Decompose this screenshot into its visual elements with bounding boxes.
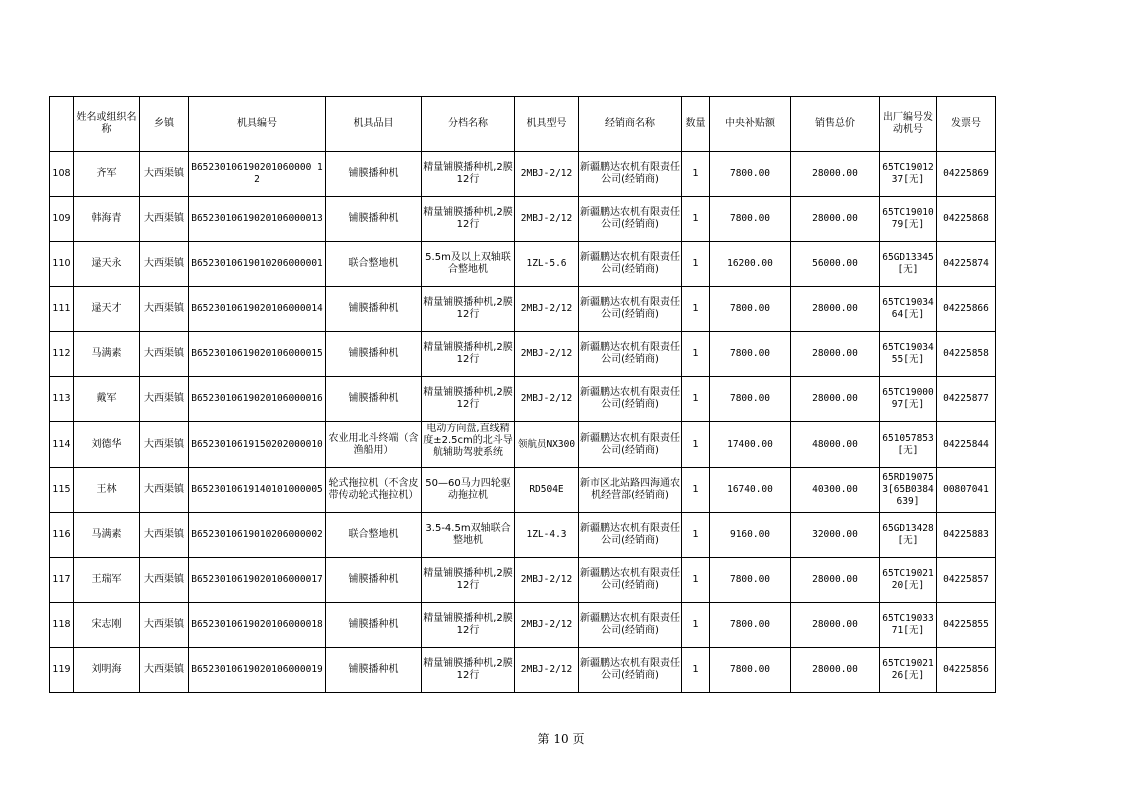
- cell-dealer: 新疆鹏达农机有限责任公司(经销商): [579, 287, 682, 332]
- cell-serial-number: 65GD13428[无]: [880, 513, 937, 558]
- cell-owner-name: 王瑞军: [74, 558, 140, 603]
- cell-category: 铺膜播种机: [326, 152, 422, 197]
- cell-row-index: 108: [50, 152, 74, 197]
- cell-category: 轮式拖拉机（不含皮带传动轮式拖拉机）: [326, 468, 422, 513]
- cell-category: 铺膜播种机: [326, 558, 422, 603]
- cell-quantity: 1: [682, 377, 710, 422]
- cell-total-price: 28000.00: [791, 603, 880, 648]
- header-machine-id: 机具编号: [189, 97, 326, 152]
- table-row: [50, 558, 996, 603]
- cell-quantity: 1: [682, 513, 710, 558]
- cell-quantity: 1: [682, 422, 710, 468]
- cell-class-name: 精量铺膜播种机,2膜12行: [422, 332, 515, 377]
- cell-invoice-number: 04225868: [937, 197, 996, 242]
- cell-quantity: 1: [682, 242, 710, 287]
- cell-subsidy-amount: 7800.00: [710, 197, 791, 242]
- cell-township: 大西渠镇: [140, 287, 189, 332]
- cell-total-price: 28000.00: [791, 558, 880, 603]
- cell-category: 铺膜播种机: [326, 332, 422, 377]
- cell-total-price: 28000.00: [791, 377, 880, 422]
- cell-quantity: 1: [682, 648, 710, 693]
- cell-dealer: 新疆鹏达农机有限责任公司(经销商): [579, 197, 682, 242]
- cell-township: 大西渠镇: [140, 377, 189, 422]
- cell-category: 铺膜播种机: [326, 603, 422, 648]
- cell-owner-name: 马满素: [74, 332, 140, 377]
- cell-quantity: 1: [682, 558, 710, 603]
- cell-township: 大西渠镇: [140, 468, 189, 513]
- cell-quantity: 1: [682, 603, 710, 648]
- table-body: [50, 152, 996, 693]
- header-total-price: 销售总价: [791, 97, 880, 152]
- table-row: [50, 648, 996, 693]
- cell-row-index: 111: [50, 287, 74, 332]
- table-row: [50, 377, 996, 422]
- cell-class-name: 精量铺膜播种机,2膜12行: [422, 152, 515, 197]
- table-row: [50, 332, 996, 377]
- header-invoice: 发票号: [937, 97, 996, 152]
- cell-invoice-number: 04225855: [937, 603, 996, 648]
- cell-invoice-number: 04225857: [937, 558, 996, 603]
- cell-dealer: 新疆鹏达农机有限责任公司(经销商): [579, 558, 682, 603]
- cell-owner-name: 齐军: [74, 152, 140, 197]
- cell-owner-name: 宋志刚: [74, 603, 140, 648]
- cell-township: 大西渠镇: [140, 603, 189, 648]
- cell-row-index: 112: [50, 332, 74, 377]
- cell-serial-number: 65TC1901237[无]: [880, 152, 937, 197]
- cell-model: 1ZL-5.6: [515, 242, 579, 287]
- cell-invoice-number: 04225866: [937, 287, 996, 332]
- cell-dealer: 新市区北站路四海通农机经营部(经销商): [579, 468, 682, 513]
- cell-category: 联合整地机: [326, 513, 422, 558]
- cell-total-price: 28000.00: [791, 648, 880, 693]
- cell-model: 2MBJ-2/12: [515, 152, 579, 197]
- cell-invoice-number: 00807041: [937, 468, 996, 513]
- cell-machine-id: B6523010619010206000001: [189, 242, 326, 287]
- table-row: [50, 603, 996, 648]
- cell-owner-name: 马满素: [74, 513, 140, 558]
- cell-dealer: 新疆鹏达农机有限责任公司(经销商): [579, 513, 682, 558]
- cell-quantity: 1: [682, 287, 710, 332]
- cell-township: 大西渠镇: [140, 648, 189, 693]
- table-row: [50, 513, 996, 558]
- cell-row-index: 110: [50, 242, 74, 287]
- cell-row-index: 113: [50, 377, 74, 422]
- cell-row-index: 109: [50, 197, 74, 242]
- cell-class-name: 精量铺膜播种机,2膜12行: [422, 603, 515, 648]
- cell-machine-id: B6523010619140101000005: [189, 468, 326, 513]
- header-category: 机具品目: [326, 97, 422, 152]
- header-dealer: 经销商名称: [579, 97, 682, 152]
- cell-dealer: 新疆鹏达农机有限责任公司(经销商): [579, 422, 682, 468]
- cell-total-price: 40300.00: [791, 468, 880, 513]
- cell-township: 大西渠镇: [140, 242, 189, 287]
- cell-serial-number: 65TC1903371[无]: [880, 603, 937, 648]
- cell-township: 大西渠镇: [140, 513, 189, 558]
- cell-subsidy-amount: 16740.00: [710, 468, 791, 513]
- table-row: [50, 468, 996, 513]
- cell-dealer: 新疆鹏达农机有限责任公司(经销商): [579, 603, 682, 648]
- cell-invoice-number: 04225858: [937, 332, 996, 377]
- cell-row-index: 115: [50, 468, 74, 513]
- cell-machine-id: B6523010619010206000002: [189, 513, 326, 558]
- cell-quantity: 1: [682, 332, 710, 377]
- header-name: 姓名或组织名称: [74, 97, 140, 152]
- cell-township: 大西渠镇: [140, 332, 189, 377]
- cell-total-price: 28000.00: [791, 152, 880, 197]
- cell-category: 联合整地机: [326, 242, 422, 287]
- cell-total-price: 56000.00: [791, 242, 880, 287]
- cell-model: 2MBJ-2/12: [515, 332, 579, 377]
- table-row: [50, 422, 996, 468]
- cell-township: 大西渠镇: [140, 152, 189, 197]
- cell-serial-number: 65GD13345[无]: [880, 242, 937, 287]
- cell-model: 2MBJ-2/12: [515, 287, 579, 332]
- cell-total-price: 28000.00: [791, 197, 880, 242]
- cell-total-price: 32000.00: [791, 513, 880, 558]
- cell-serial-number: 65TC1903455[无]: [880, 332, 937, 377]
- cell-township: 大西渠镇: [140, 558, 189, 603]
- cell-row-index: 114: [50, 422, 74, 468]
- cell-serial-number: 651057853[无]: [880, 422, 937, 468]
- header-model: 机具型号: [515, 97, 579, 152]
- cell-invoice-number: 04225877: [937, 377, 996, 422]
- cell-class-name: 5.5m及以上双轴联合整地机: [422, 242, 515, 287]
- cell-machine-id: B6523010619020106000017: [189, 558, 326, 603]
- cell-category: 铺膜播种机: [326, 377, 422, 422]
- cell-subsidy-amount: 7800.00: [710, 648, 791, 693]
- cell-model: 2MBJ-2/12: [515, 197, 579, 242]
- cell-machine-id: B6523010619020106000019: [189, 648, 326, 693]
- cell-serial-number: 65TC1902126[无]: [880, 648, 937, 693]
- cell-text: 电动方向盘,直线精度±2.5cm的北斗导航辅助驾驶系统: [423, 423, 513, 458]
- cell-quantity: 1: [682, 468, 710, 513]
- cell-machine-id: B6523010619020106000018: [189, 603, 326, 648]
- cell-model: RD504E: [515, 468, 579, 513]
- cell-owner-name: 逯天永: [74, 242, 140, 287]
- cell-subsidy-amount: 7800.00: [710, 332, 791, 377]
- table-header-row: [50, 97, 996, 152]
- cell-model: 2MBJ-2/12: [515, 648, 579, 693]
- subsidy-table-sheet: [49, 96, 996, 693]
- cell-machine-id: B65230106190201060000 12: [189, 152, 326, 197]
- cell-class-name: [422, 422, 515, 468]
- cell-owner-name: 王林: [74, 468, 140, 513]
- cell-invoice-number: 04225844: [937, 422, 996, 468]
- subsidy-table: [49, 96, 996, 693]
- cell-invoice-number: 04225883: [937, 513, 996, 558]
- cell-class-name: 精量铺膜播种机,2膜12行: [422, 558, 515, 603]
- cell-subsidy-amount: 17400.00: [710, 422, 791, 468]
- table-row: [50, 197, 996, 242]
- cell-class-name: 3.5-4.5m双轴联合整地机: [422, 513, 515, 558]
- cell-category: 农业用北斗终端（含渔船用）: [326, 422, 422, 468]
- cell-owner-name: 韩海青: [74, 197, 140, 242]
- cell-row-index: 116: [50, 513, 74, 558]
- cell-model: 2MBJ-2/12: [515, 377, 579, 422]
- cell-dealer: 新疆鹏达农机有限责任公司(经销商): [579, 648, 682, 693]
- cell-subsidy-amount: 7800.00: [710, 287, 791, 332]
- cell-model: 2MBJ-2/12: [515, 603, 579, 648]
- cell-owner-name: 刘德华: [74, 422, 140, 468]
- cell-invoice-number: 04225869: [937, 152, 996, 197]
- header-serial: 出厂编号发动机号: [880, 97, 937, 152]
- cell-category: 铺膜播种机: [326, 648, 422, 693]
- table-row: [50, 287, 996, 332]
- cell-serial-number: 65TC1903464[无]: [880, 287, 937, 332]
- cell-machine-id: B6523010619020106000014: [189, 287, 326, 332]
- cell-serial-number: 65TC1900097[无]: [880, 377, 937, 422]
- cell-class-name: 精量铺膜播种机,2膜12行: [422, 377, 515, 422]
- cell-township: 大西渠镇: [140, 422, 189, 468]
- cell-model: 1ZL-4.3: [515, 513, 579, 558]
- cell-dealer: 新疆鹏达农机有限责任公司(经销商): [579, 242, 682, 287]
- header-township: 乡镇: [140, 97, 189, 152]
- table-row: [50, 152, 996, 197]
- cell-invoice-number: 04225856: [937, 648, 996, 693]
- cell-serial-number: 65TC1902120[无]: [880, 558, 937, 603]
- cell-subsidy-amount: 9160.00: [710, 513, 791, 558]
- cell-owner-name: 刘明海: [74, 648, 140, 693]
- cell-class-name: 精量铺膜播种机,2膜12行: [422, 197, 515, 242]
- cell-class-name: 精量铺膜播种机,2膜12行: [422, 287, 515, 332]
- header-index: [50, 97, 74, 152]
- header-quantity: 数量: [682, 97, 710, 152]
- table-row: [50, 242, 996, 287]
- cell-row-index: 119: [50, 648, 74, 693]
- cell-category: 铺膜播种机: [326, 287, 422, 332]
- cell-serial-number: 65TC1901079[无]: [880, 197, 937, 242]
- cell-subsidy-amount: 7800.00: [710, 377, 791, 422]
- page-number: 第 10 页: [537, 732, 585, 746]
- cell-owner-name: 逯天才: [74, 287, 140, 332]
- cell-subsidy-amount: 7800.00: [710, 603, 791, 648]
- cell-model: 领航员NX300: [515, 422, 579, 468]
- cell-quantity: 1: [682, 197, 710, 242]
- cell-machine-id: B6523010619020106000015: [189, 332, 326, 377]
- cell-dealer: 新疆鹏达农机有限责任公司(经销商): [579, 152, 682, 197]
- cell-quantity: 1: [682, 152, 710, 197]
- cell-class-name: 精量铺膜播种机,2膜12行: [422, 648, 515, 693]
- cell-row-index: 118: [50, 603, 74, 648]
- cell-model: 2MBJ-2/12: [515, 558, 579, 603]
- cell-row-index: 117: [50, 558, 74, 603]
- cell-total-price: 28000.00: [791, 287, 880, 332]
- cell-class-name: 50—60马力四轮驱动拖拉机: [422, 468, 515, 513]
- cell-subsidy-amount: 16200.00: [710, 242, 791, 287]
- cell-owner-name: 戴军: [74, 377, 140, 422]
- cell-dealer: 新疆鹏达农机有限责任公司(经销商): [579, 377, 682, 422]
- cell-dealer: 新疆鹏达农机有限责任公司(经销商): [579, 332, 682, 377]
- cell-total-price: 48000.00: [791, 422, 880, 468]
- header-class: 分档名称: [422, 97, 515, 152]
- cell-serial-number: 65RD190753[65B0384639]: [880, 468, 937, 513]
- cell-total-price: 28000.00: [791, 332, 880, 377]
- cell-machine-id: B6523010619020106000013: [189, 197, 326, 242]
- cell-subsidy-amount: 7800.00: [710, 558, 791, 603]
- cell-invoice-number: 04225874: [937, 242, 996, 287]
- header-subsidy: 中央补贴额: [710, 97, 791, 152]
- cell-machine-id: B6523010619020106000016: [189, 377, 326, 422]
- cell-subsidy-amount: 7800.00: [710, 152, 791, 197]
- cell-machine-id: B6523010619150202000010: [189, 422, 326, 468]
- cell-category: 铺膜播种机: [326, 197, 422, 242]
- cell-township: 大西渠镇: [140, 197, 189, 242]
